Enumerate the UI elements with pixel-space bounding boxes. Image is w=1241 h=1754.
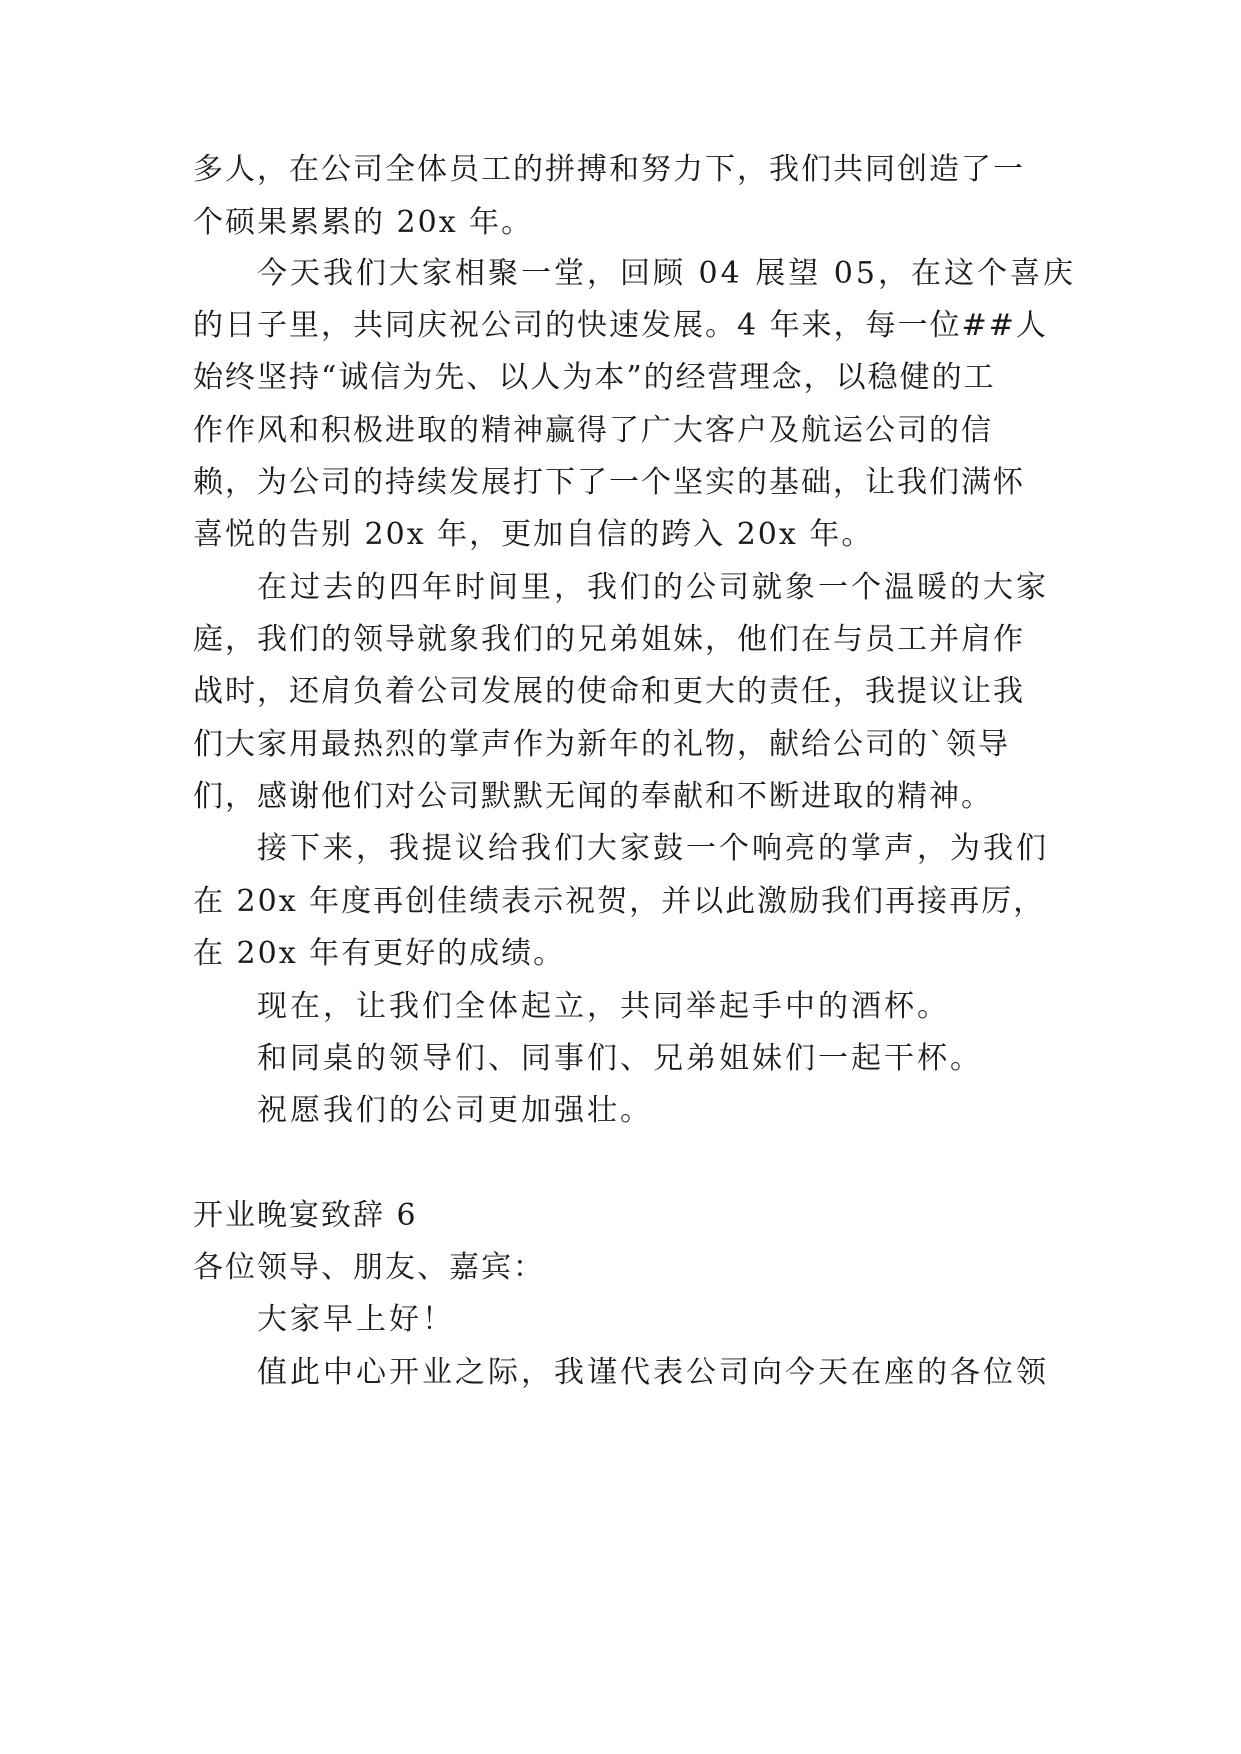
paragraph-line: 始终坚持“诚信为先、以人为本”的经营理念，以稳健的工: [193, 360, 996, 395]
paragraph-line: 赖，为公司的持续发展打下了一个坚实的基础，让我们满怀: [193, 465, 1025, 500]
paragraph-line: 在 20x 年有更好的成绩。: [193, 936, 566, 971]
paragraph-line: 值此中心开业之际，我谨代表公司向今天在座的各位领: [257, 1355, 1049, 1390]
paragraph-line: 的日子里，共同庆祝公司的快速发展。4 年来，每一位##人: [193, 308, 1048, 343]
paragraph-line: 个硕果累累的 20x 年。: [193, 205, 534, 240]
paragraph-line: 祝愿我们的公司更加强壮。: [257, 1093, 653, 1128]
paragraph-line: 在过去的四年时间里，我们的公司就象一个温暖的大家: [257, 570, 1049, 605]
paragraph-line: 在 20x 年度再创佳绩表示祝贺，并以此激励我们再接再厉，: [193, 884, 1046, 919]
salutation: 各位领导、朋友、嘉宾：: [193, 1250, 545, 1285]
paragraph-line: 庭，我们的领导就象我们的兄弟姐妹，他们在与员工并肩作: [193, 622, 1025, 657]
paragraph-line: 和同桌的领导们、同事们、兄弟姐妹们一起干杯。: [257, 1041, 983, 1076]
paragraph-line: 接下来，我提议给我们大家鼓一个响亮的掌声，为我们: [257, 831, 1049, 866]
greeting: 大家早上好！: [257, 1302, 455, 1337]
paragraph-line: 们，感谢他们对公司默默无闻的奉献和不断进取的精神。: [193, 779, 993, 814]
paragraph-line: 多人，在公司全体员工的拼搏和努力下，我们共同创造了一: [193, 152, 1025, 187]
paragraph-line: 现在，让我们全体起立，共同举起手中的酒杯。: [257, 989, 950, 1024]
paragraph-line: 喜悦的告别 20x 年，更加自信的跨入 20x 年。: [193, 517, 874, 552]
paragraph-line: 今天我们大家相聚一堂，回顾 04 展望 05，在这个喜庆: [257, 256, 1076, 291]
paragraph-line: 战时，还肩负着公司发展的使命和更大的责任，我提议让我: [193, 674, 1025, 709]
paragraph-line: 们大家用最热烈的掌声作为新年的礼物，献给公司的`领导: [193, 727, 1010, 762]
section-title: 开业晚宴致辞 6: [193, 1198, 418, 1233]
paragraph-line: 作作风和积极进取的精神赢得了广大客户及航运公司的信: [193, 413, 993, 448]
